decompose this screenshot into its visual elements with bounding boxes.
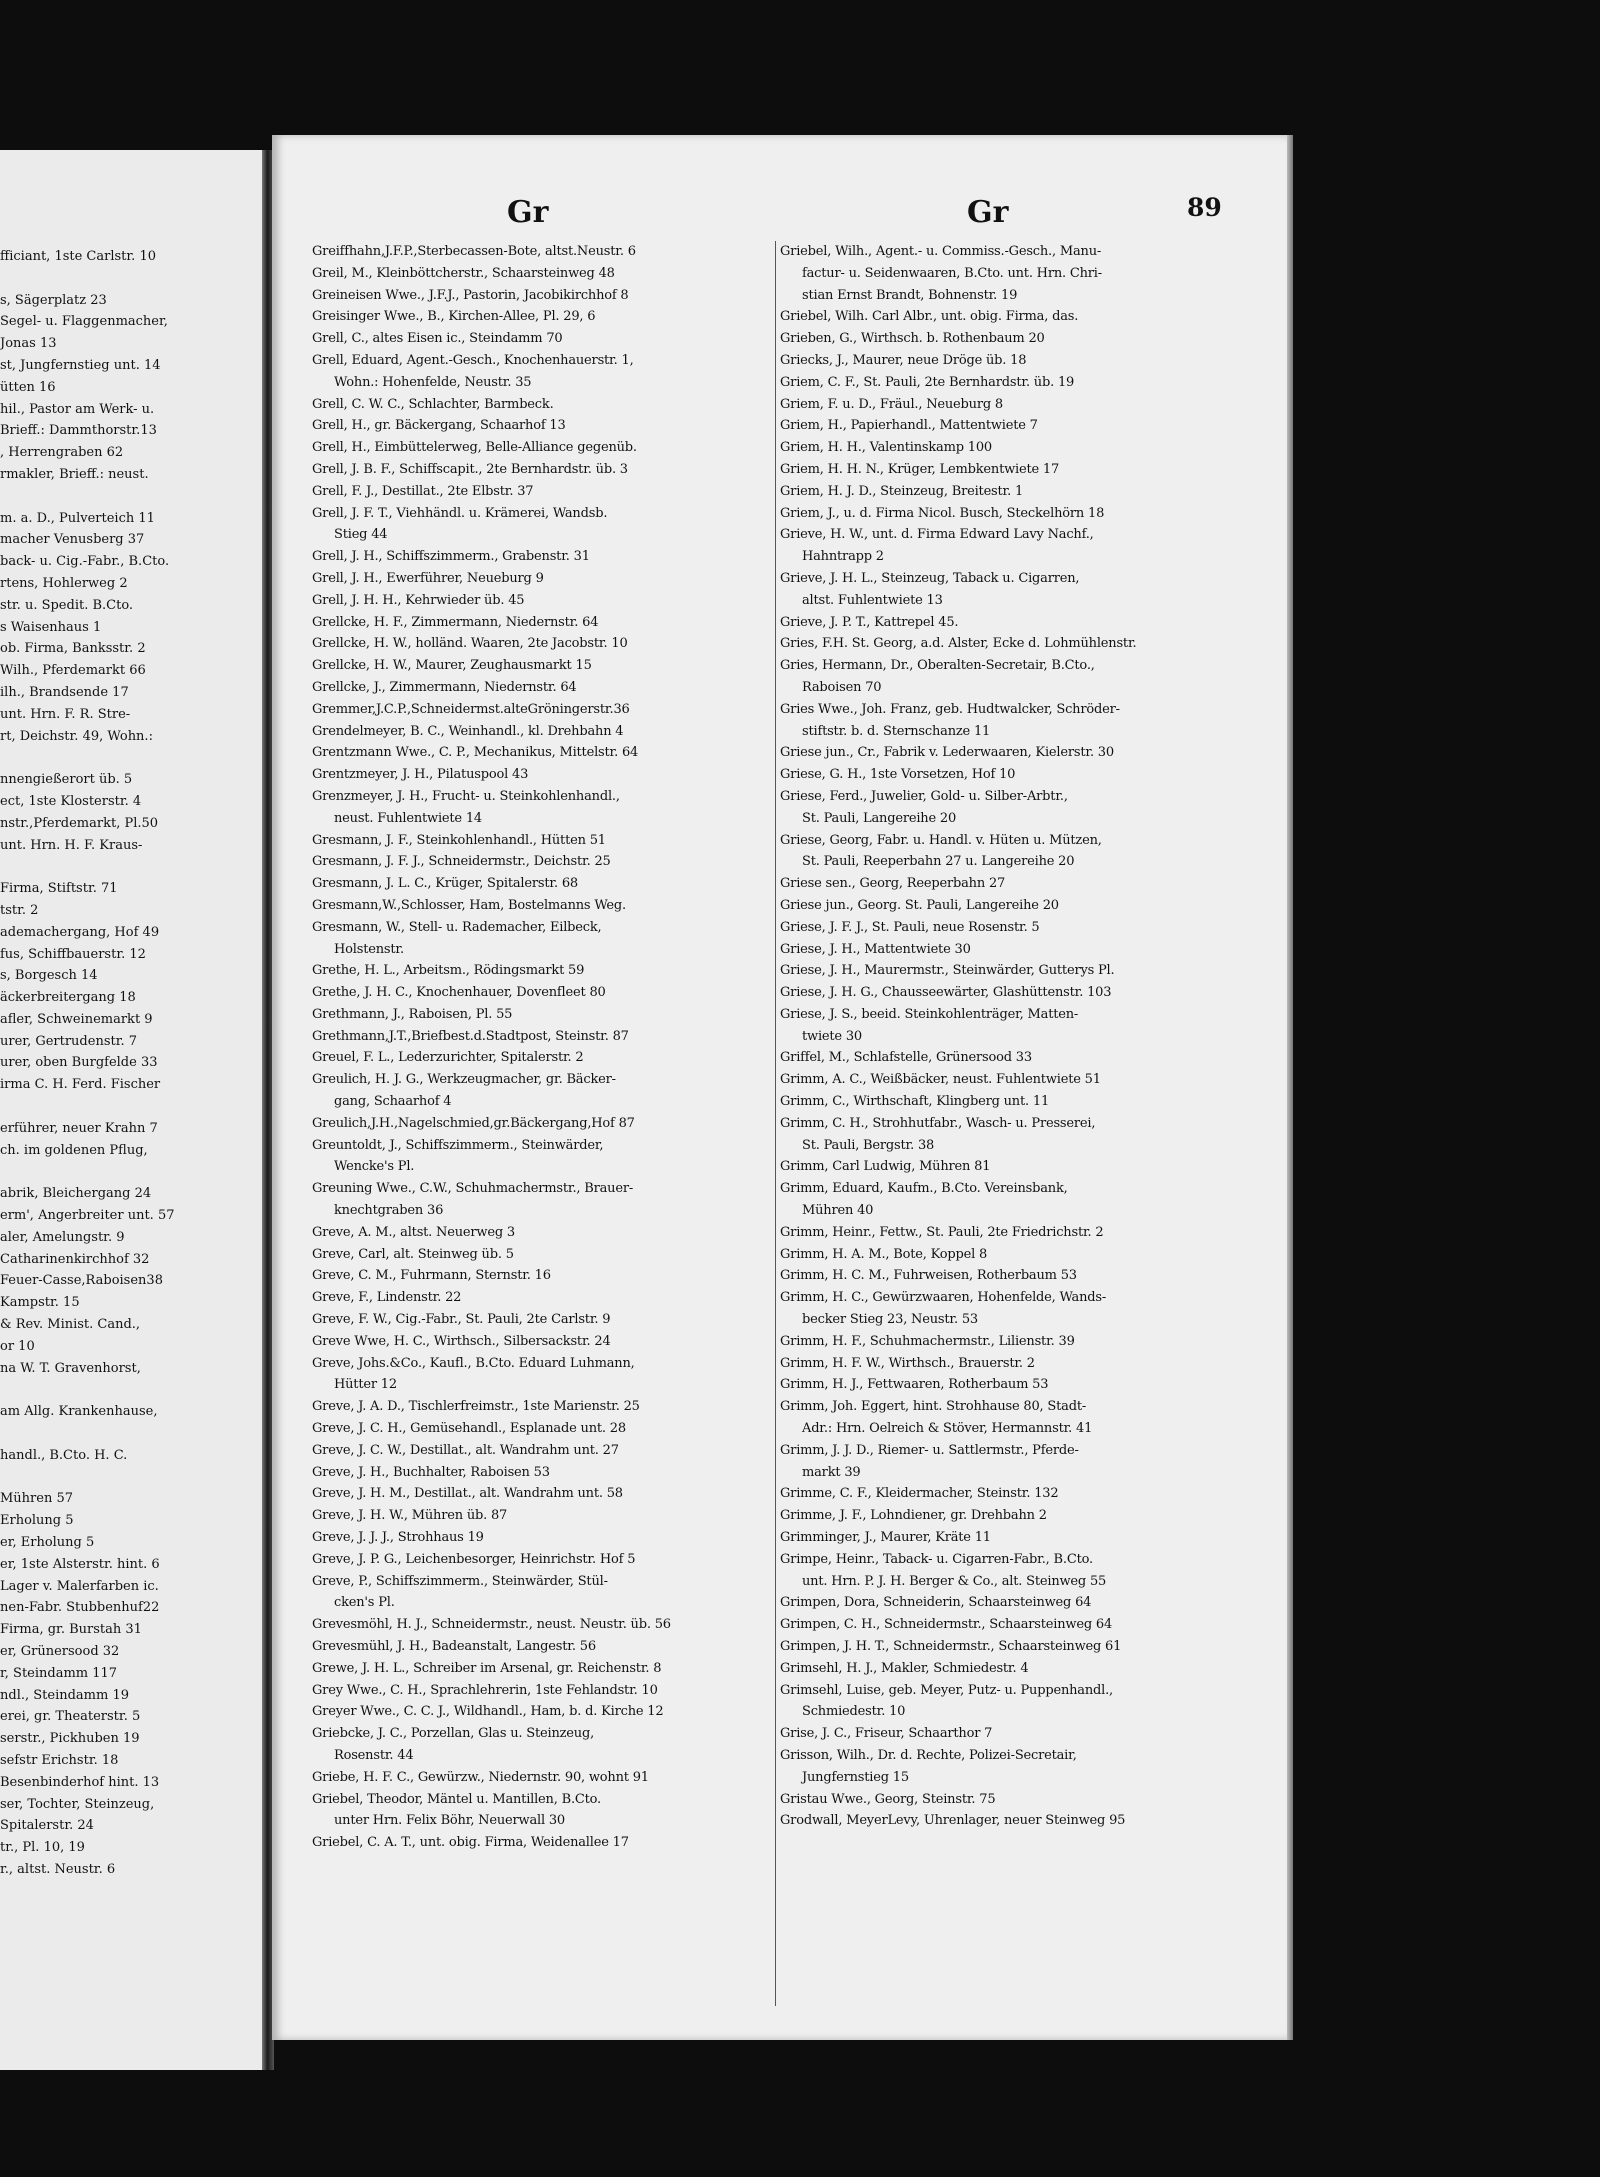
left-page-line bbox=[0, 1423, 262, 1445]
left-page-line: ndl., Steindamm 19 bbox=[0, 1687, 130, 1703]
left-page-line: fus, Schiffbauerstr. 12 bbox=[0, 946, 146, 962]
left-page-line: aler, Amelungstr. 9 bbox=[0, 1229, 125, 1245]
left-page-line: Mühren 57 bbox=[0, 1491, 74, 1507]
directory-entry-line: Grimm, H. C., Gewürzwaaren, Hohenfelde, Wands- bbox=[780, 1290, 1107, 1306]
left-page-line: Erholung 5 bbox=[0, 1513, 74, 1529]
directory-entry-line: Grimm, H. F., Schuhmachermstr., Lilienstr. 39 bbox=[780, 1333, 1075, 1349]
left-page-line: st, Jungfernstieg unt. 14 bbox=[0, 357, 161, 373]
left-page-line: ect, 1ste Klosterstr. 4 bbox=[0, 793, 142, 809]
directory-entry-line: Griese sen., Georg, Reeperbahn 27 bbox=[780, 876, 1006, 892]
left-page-line: am Allg. Krankenhause, bbox=[0, 1404, 158, 1420]
directory-entry-line: Grimpen, C. H., Schneidermstr., Schaarsteinweg 64 bbox=[780, 1617, 1113, 1633]
left-page-line: ch. im goldenen Pflug, bbox=[0, 1142, 148, 1158]
page-number: 89 bbox=[1187, 193, 1222, 222]
directory-entry-line: Grenzmeyer, J. H., Frucht- u. Steinkohlenhandl., bbox=[312, 788, 620, 804]
left-page-line bbox=[0, 747, 262, 769]
left-page-line: unt. Hrn. F. R. Stre- bbox=[0, 706, 131, 722]
left-page-line: na W. T. Gravenhorst, bbox=[0, 1360, 141, 1376]
directory-entry-line: Greuntoldt, J., Schiffszimmerm., Steinwärder, bbox=[312, 1137, 604, 1153]
directory-entry-line: Griem, H. J. D., Steinzeug, Breitestr. 1 bbox=[780, 483, 1024, 499]
left-page-line bbox=[0, 486, 262, 508]
directory-entry-line: Grell, J. H., Schiffszimmerm., Grabenstr. 31 bbox=[312, 549, 590, 565]
directory-entry-line: Gremmer,J.C.P.,Schneidermst.alteGröningerstr.36 bbox=[312, 701, 630, 717]
directory-entry-line: Greulich,J.H.,Nagelschmied,gr.Bäckergang,Hof 87 bbox=[312, 1115, 635, 1131]
directory-entry-line: Grimsehl, Luise, geb. Meyer, Putz- u. Puppenhandl., bbox=[780, 1682, 1113, 1698]
directory-entry-line: Grodwall, MeyerLevy, Uhrenlager, neuer Steinweg 95 bbox=[780, 1813, 1126, 1829]
left-page-line: back- u. Cig.-Fabr., B.Cto. bbox=[0, 554, 170, 570]
directory-entry-line: Grise, J. C., Friseur, Schaarthor 7 bbox=[780, 1726, 993, 1742]
directory-entry-line: Greil, M., Kleinböttcherstr., Schaarsteinweg 48 bbox=[312, 265, 615, 281]
directory-entry-line: Grimm, C. H., Strohhutfabr., Wasch- u. Presserei, bbox=[780, 1115, 1096, 1131]
directory-entry-line: St. Pauli, Bergstr. 38 bbox=[802, 1137, 935, 1153]
directory-entry-line: Greve, F. W., Cig.-Fabr., St. Pauli, 2te Carlstr. 9 bbox=[312, 1312, 611, 1328]
directory-entry-line: Grimme, C. F., Kleidermacher, Steinstr. 132 bbox=[780, 1486, 1059, 1502]
left-page-column bbox=[0, 246, 262, 1881]
directory-entry-line: Greve, J. H., Buchhalter, Raboisen 53 bbox=[312, 1464, 550, 1480]
directory-entry-line: St. Pauli, Langereihe 20 bbox=[802, 810, 957, 826]
directory-entry-line: St. Pauli, Reeperbahn 27 u. Langereihe 20 bbox=[802, 854, 1075, 870]
directory-entry-line: Griem, F. u. D., Fräul., Neueburg 8 bbox=[780, 396, 1003, 412]
directory-entry-line: gang, Schaarhof 4 bbox=[334, 1094, 452, 1110]
directory-entry-line: Grimpen, Dora, Schneiderin, Schaarsteinweg 64 bbox=[780, 1595, 1092, 1611]
left-page-line: Firma, gr. Burstah 31 bbox=[0, 1622, 142, 1638]
left-page-line: Wilh., Pferdemarkt 66 bbox=[0, 663, 146, 679]
left-page-line: fficiant, 1ste Carlstr. 10 bbox=[0, 249, 156, 264]
directory-entry-line: Grethmann,J.T.,Briefbest.d.Stadtpost, Steinstr. 87 bbox=[312, 1028, 629, 1044]
directory-entry-line: Griese, J. S., beeid. Steinkohlenträger, Matten- bbox=[780, 1006, 1079, 1022]
directory-entry-line: Grevesmühl, J. H., Badeanstalt, Langestr. 56 bbox=[312, 1639, 596, 1654]
directory-entry-line: Grimm, H. J., Fettwaaren, Rotherbaum 53 bbox=[780, 1377, 1049, 1393]
directory-entry-line: Greve, J. H. M., Destillat., alt. Wandrahm unt. 58 bbox=[312, 1486, 623, 1502]
directory-entry-line: Gries, F.H. St. Georg, a.d. Alster, Ecke d. Lohmühlenstr. bbox=[780, 636, 1137, 652]
directory-entry-line: Grellcke, H. W., holländ. Waaren, 2te Jacobstr. 10 bbox=[312, 636, 628, 652]
directory-column-left bbox=[312, 241, 767, 1854]
left-page-line: tstr. 2 bbox=[0, 902, 39, 918]
left-page-line bbox=[0, 1467, 262, 1489]
directory-entry-line: Griebel, Wilh. Carl Albr., unt. obig. Firma, das. bbox=[780, 309, 1079, 325]
directory-entry-line: Grimm, J. J. D., Riemer- u. Sattlermstr., Pferde- bbox=[780, 1442, 1079, 1458]
left-page-line: rtens, Hohlerweg 2 bbox=[0, 575, 128, 591]
directory-entry-line: Stieg 44 bbox=[334, 527, 388, 543]
left-page-line bbox=[0, 1379, 262, 1401]
column-divider bbox=[775, 241, 776, 2006]
directory-entry-line: Griese jun., Cr., Fabrik v. Lederwaaren, Kielerstr. 30 bbox=[780, 745, 1114, 761]
directory-entry-line: Greve, Johs.&Co., Kaufl., B.Cto. Eduard Luhmann, bbox=[312, 1355, 635, 1371]
directory-entry-line: Grell, J. B. F., Schiffscapit., 2te Bernhardstr. üb. 3 bbox=[312, 461, 628, 477]
directory-entry-line: Griebe, H. F. C., Gewürzw., Niedernstr. 90, wohnt 91 bbox=[312, 1769, 649, 1785]
left-page-line: urer, oben Burgfelde 33 bbox=[0, 1055, 158, 1071]
directory-entry-line: Grieve, J. H. L., Steinzeug, Taback u. Cigarren, bbox=[780, 570, 1080, 586]
left-page-line: äckerbreitergang 18 bbox=[0, 990, 136, 1006]
directory-entry-line: Greisinger Wwe., B., Kirchen-Allee, Pl. 29, 6 bbox=[312, 309, 596, 325]
directory-entry-line: Grey Wwe., C. H., Sprachlehrerin, 1ste Fehlandstr. 10 bbox=[312, 1682, 658, 1698]
directory-entry-line: Grimpe, Heinr., Taback- u. Cigarren-Fabr., B.Cto. bbox=[780, 1551, 1093, 1567]
directory-entry-line: stian Ernst Brandt, Bohnenstr. 19 bbox=[802, 287, 1018, 303]
directory-entry-line: Grethe, H. L., Arbeitsm., Rödingsmarkt 59 bbox=[312, 963, 585, 979]
directory-entry-line: Greve, J. J. J., Strohhaus 19 bbox=[312, 1530, 484, 1546]
directory-entry-line: Grellcke, H. F., Zimmermann, Niedernstr. 64 bbox=[312, 614, 599, 630]
directory-entry-line: Grell, C., altes Eisen ic., Steindamm 70 bbox=[312, 331, 563, 347]
left-page-line: hil., Pastor am Werk- u. bbox=[0, 401, 155, 417]
directory-entry-line: becker Stieg 23, Neustr. 53 bbox=[802, 1312, 978, 1328]
directory-entry-line: Grell, Eduard, Agent.-Gesch., Knochenhauerstr. 1, bbox=[312, 352, 634, 368]
directory-entry-line: Griebcke, J. C., Porzellan, Glas u. Steinzeug, bbox=[312, 1726, 594, 1742]
left-page-line: nen-Fabr. Stubbenhuf22 bbox=[0, 1600, 160, 1616]
left-page-line: nnengießerort üb. 5 bbox=[0, 772, 133, 788]
left-page-line: ilh., Brandsende 17 bbox=[0, 684, 129, 700]
directory-entry-line: Grevesmöhl, H. J., Schneidermstr., neust. Neustr. üb. 56 bbox=[312, 1617, 671, 1633]
directory-entry-line: unt. Hrn. P. J. H. Berger & Co., alt. Steinweg 55 bbox=[802, 1573, 1107, 1589]
directory-entry-line: Griem, H. H. N., Krüger, Lembkentwiete 17 bbox=[780, 461, 1060, 477]
left-page-line: handl., B.Cto. H. C. bbox=[0, 1447, 128, 1463]
left-page-line: Firma, Stiftstr. 71 bbox=[0, 881, 118, 897]
left-page-line: Brieff.: Dammthorstr.13 bbox=[0, 423, 157, 439]
left-page-line bbox=[0, 856, 262, 878]
directory-entry-line: Griese, J. H., Mattentwiete 30 bbox=[780, 941, 971, 957]
directory-entry-line: Grell, J. H., Ewerführer, Neueburg 9 bbox=[312, 570, 544, 586]
left-page-line: irma C. H. Ferd. Fischer bbox=[0, 1077, 161, 1093]
right-page bbox=[272, 135, 1287, 2040]
left-page-line: rt, Deichstr. 49, Wohn.: bbox=[0, 728, 153, 744]
left-page-line: serstr., Pickhuben 19 bbox=[0, 1731, 140, 1747]
directory-entry-line: Greve, J. H. W., Mühren üb. 87 bbox=[312, 1508, 508, 1524]
directory-entry-line: Gresmann,W.,Schlosser, Ham, Bostelmanns Weg. bbox=[312, 897, 626, 913]
directory-entry-line: Wohn.: Hohenfelde, Neustr. 35 bbox=[334, 374, 532, 390]
directory-entry-line: Greineisen Wwe., J.F.J., Pastorin, Jacobikirchhof 8 bbox=[312, 287, 629, 303]
directory-entry-line: Greve, C. M., Fuhrmann, Sternstr. 16 bbox=[312, 1268, 551, 1284]
directory-entry-line: Grimpen, J. H. T., Schneidermstr., Schaarsteinweg 61 bbox=[780, 1639, 1122, 1654]
left-page-line: or 10 bbox=[0, 1338, 35, 1354]
left-page-line: Kampstr. 15 bbox=[0, 1295, 80, 1311]
directory-entry-line: Greve, P., Schiffszimmerm., Steinwärder, Stül- bbox=[312, 1573, 608, 1589]
directory-entry-line: Gresmann, J. L. C., Krüger, Spitalerstr. 68 bbox=[312, 876, 578, 892]
left-page-line bbox=[0, 1096, 262, 1118]
left-page-line: sefstr Erichstr. 18 bbox=[0, 1752, 119, 1768]
directory-entry-line: Greulich, H. J. G., Werkzeugmacher, gr. Bäcker- bbox=[312, 1072, 616, 1088]
left-page-line: & Rev. Minist. Cand., bbox=[0, 1317, 141, 1333]
page-edge bbox=[1287, 135, 1293, 2040]
directory-entry-line: Greve, J. C. W., Destillat., alt. Wandrahm unt. 27 bbox=[312, 1442, 619, 1458]
left-page-line: Segel- u. Flaggenmacher, bbox=[0, 314, 168, 330]
directory-entry-line: Grentzmann Wwe., C. P., Mechanikus, Mittelstr. 64 bbox=[312, 745, 639, 761]
directory-entry-line: Griebel, Wilh., Agent.- u. Commiss.-Gesch., Manu- bbox=[780, 244, 1102, 259]
directory-entry-line: Greve, A. M., altst. Neuerweg 3 bbox=[312, 1224, 515, 1240]
left-page-line: Jonas 13 bbox=[0, 336, 57, 352]
directory-entry-line: Gries Wwe., Joh. Franz, geb. Hudtwalcker, Schröder- bbox=[780, 701, 1120, 717]
directory-entry-line: cken's Pl. bbox=[334, 1595, 395, 1611]
directory-entry-line: Grimsehl, H. J., Makler, Schmiedestr. 4 bbox=[780, 1660, 1029, 1676]
directory-entry-line: Grellcke, J., Zimmermann, Niedernstr. 64 bbox=[312, 679, 577, 695]
directory-entry-line: Grisson, Wilh., Dr. d. Rechte, Polizei-Secretair, bbox=[780, 1747, 1077, 1763]
left-page-line: afler, Schweinemarkt 9 bbox=[0, 1011, 153, 1027]
directory-entry-line: Grewe, J. H. L., Schreiber im Arsenal, gr. Reichenstr. 8 bbox=[312, 1660, 662, 1676]
directory-entry-line: Griese, J. H., Maurermstr., Steinwärder, Gutterys Pl. bbox=[780, 963, 1115, 979]
directory-entry-line: Grethmann, J., Raboisen, Pl. 55 bbox=[312, 1006, 513, 1022]
directory-entry-line: Raboisen 70 bbox=[802, 679, 882, 695]
directory-entry-line: unter Hrn. Felix Böhr, Neuerwall 30 bbox=[334, 1813, 565, 1829]
left-page bbox=[0, 150, 263, 2070]
directory-entry-line: Griese, J. H. G., Chausseewärter, Glashüttenstr. 103 bbox=[780, 985, 1112, 1001]
left-page-line: Feuer-Casse,Raboisen38 bbox=[0, 1273, 163, 1289]
directory-entry-line: Grimm, H. F. W., Wirthsch., Brauerstr. 2 bbox=[780, 1355, 1035, 1371]
left-page-line: erm', Angerbreiter unt. 57 bbox=[0, 1208, 175, 1224]
directory-entry-line: Grieve, J. P. T., Kattrepel 45. bbox=[780, 614, 959, 630]
directory-entry-line: Jungfernstieg 15 bbox=[802, 1769, 909, 1785]
directory-entry-line: Grell, C. W. C., Schlachter, Barmbeck. bbox=[312, 396, 554, 412]
left-page-line: abrik, Bleichergang 24 bbox=[0, 1186, 152, 1202]
directory-entry-line: Hahntrapp 2 bbox=[802, 549, 884, 565]
directory-entry-line: Holstenstr. bbox=[334, 941, 404, 957]
directory-entry-line: Grellcke, H. W., Maurer, Zeughausmarkt 15 bbox=[312, 658, 592, 674]
left-page-line: ob. Firma, Banksstr. 2 bbox=[0, 641, 146, 657]
directory-entry-line: Griese, Georg, Fabr. u. Handl. v. Hüten u. Mützen, bbox=[780, 832, 1102, 848]
directory-entry-line: stiftstr. b. d. Sternschanze 11 bbox=[802, 723, 991, 739]
directory-entry-line: Gries, Hermann, Dr., Oberalten-Secretair, B.Cto., bbox=[780, 658, 1095, 674]
left-page-line: rmakler, Brieff.: neust. bbox=[0, 466, 149, 482]
directory-column-right bbox=[780, 241, 1252, 1832]
directory-entry-line: altst. Fuhlentwiete 13 bbox=[802, 592, 943, 608]
left-page-line: erei, gr. Theaterstr. 5 bbox=[0, 1709, 141, 1725]
directory-entry-line: Grieve, H. W., unt. d. Firma Edward Lavy Nachf., bbox=[780, 527, 1094, 543]
directory-entry-line: Rosenstr. 44 bbox=[334, 1747, 414, 1763]
directory-entry-line: Griese, Ferd., Juwelier, Gold- u. Silber-Arbtr., bbox=[780, 788, 1068, 804]
directory-entry-line: twiete 30 bbox=[802, 1028, 862, 1044]
left-page-line: s, Sägerplatz 23 bbox=[0, 292, 107, 308]
left-page-line: er, 1ste Alsterstr. hint. 6 bbox=[0, 1556, 160, 1572]
directory-entry-line: Grimm, A. C., Weißbäcker, neust. Fuhlentwiete 51 bbox=[780, 1072, 1101, 1088]
directory-entry-line: Grimm, Eduard, Kaufm., B.Cto. Vereinsbank, bbox=[780, 1181, 1068, 1197]
directory-entry-line: Griese, J. F. J., St. Pauli, neue Rosenstr. 5 bbox=[780, 919, 1040, 935]
directory-entry-line: markt 39 bbox=[802, 1464, 861, 1480]
directory-entry-line: Grell, J. H. H., Kehrwieder üb. 45 bbox=[312, 592, 525, 608]
left-page-line: s, Borgesch 14 bbox=[0, 968, 98, 984]
directory-entry-line: Griem, H., Papierhandl., Mattentwiete 7 bbox=[780, 418, 1038, 434]
left-page-line: macher Venusberg 37 bbox=[0, 532, 145, 548]
directory-entry-line: Greve Wwe, H. C., Wirthsch., Silbersackstr. 24 bbox=[312, 1333, 611, 1349]
left-page-line: r., altst. Neustr. 6 bbox=[0, 1861, 116, 1877]
directory-entry-line: Greve, J. P. G., Leichenbesorger, Heinrichstr. Hof 5 bbox=[312, 1551, 636, 1567]
left-page-line: Lager v. Malerfarben ic. bbox=[0, 1578, 159, 1594]
directory-entry-line: Greuning Wwe., C.W., Schuhmachermstr., Brauer- bbox=[312, 1181, 634, 1197]
directory-entry-line: Grimme, J. F., Lohndiener, gr. Drehbahn 2 bbox=[780, 1508, 1047, 1524]
directory-entry-line: Grell, F. J., Destillat., 2te Elbstr. 37 bbox=[312, 483, 534, 499]
left-page-line: , Herrengraben 62 bbox=[0, 445, 124, 461]
directory-entry-line: Gresmann, J. F., Steinkohlenhandl., Hütten 51 bbox=[312, 832, 606, 848]
left-page-line: str. u. Spedit. B.Cto. bbox=[0, 597, 134, 613]
left-page-line: erführer, neuer Krahn 7 bbox=[0, 1120, 158, 1136]
directory-entry-line: Griecks, J., Maurer, neue Dröge üb. 18 bbox=[780, 352, 1027, 368]
left-page-line: Spitalerstr. 24 bbox=[0, 1818, 94, 1834]
directory-entry-line: Grieben, G., Wirthsch. b. Rothenbaum 20 bbox=[780, 331, 1045, 347]
directory-entry-line: Greve, Carl, alt. Steinweg üb. 5 bbox=[312, 1246, 514, 1262]
directory-entry-line: Grimm, H. C. M., Fuhrweisen, Rotherbaum 53 bbox=[780, 1268, 1077, 1284]
left-page-line: tr., Pl. 10, 19 bbox=[0, 1840, 85, 1856]
directory-entry-line: Griebel, Theodor, Mäntel u. Mantillen, B.Cto. bbox=[312, 1791, 601, 1807]
directory-entry-line: Adr.: Hrn. Oelreich & Stöver, Hermannstr. 41 bbox=[802, 1421, 1093, 1437]
left-page-line: unt. Hrn. H. F. Kraus- bbox=[0, 837, 143, 853]
left-page-line bbox=[0, 268, 262, 290]
left-page-line: Besenbinderhof hint. 13 bbox=[0, 1774, 160, 1790]
directory-entry-line: Grimm, Carl Ludwig, Mühren 81 bbox=[780, 1159, 991, 1175]
directory-entry-line: Greve, F., Lindenstr. 22 bbox=[312, 1290, 462, 1306]
left-page-line: ademachergang, Hof 49 bbox=[0, 924, 160, 940]
directory-entry-line: Griem, H. H., Valentinskamp 100 bbox=[780, 440, 992, 456]
left-page-line: r, Steindamm 117 bbox=[0, 1665, 118, 1681]
left-page-line bbox=[0, 1161, 262, 1183]
left-page-line: er, Erholung 5 bbox=[0, 1535, 95, 1551]
running-header-right: Gr bbox=[967, 195, 1009, 230]
left-page-line: nstr.,Pferdemarkt, Pl.50 bbox=[0, 815, 159, 831]
directory-entry-line: Grethe, J. H. C., Knochenhauer, Dovenfleet 80 bbox=[312, 985, 606, 1001]
left-page-line: urer, Gertrudenstr. 7 bbox=[0, 1033, 138, 1049]
directory-entry-line: Grentzmeyer, J. H., Pilatuspool 43 bbox=[312, 767, 529, 783]
directory-entry-line: Griese jun., Georg. St. Pauli, Langereihe 20 bbox=[780, 897, 1059, 913]
directory-entry-line: knechtgraben 36 bbox=[334, 1203, 444, 1219]
directory-entry-line: Gresmann, W., Stell- u. Rademacher, Eilbeck, bbox=[312, 919, 602, 935]
directory-entry-line: Gresmann, J. F. J., Schneidermstr., Deichstr. 25 bbox=[312, 854, 611, 870]
left-page-line: er, Grünersood 32 bbox=[0, 1644, 120, 1659]
directory-entry-line: Grell, J. F. T., Viehhändl. u. Krämerei, Wandsb. bbox=[312, 505, 608, 521]
directory-entry-line: neust. Fuhlentwiete 14 bbox=[334, 810, 482, 826]
running-header-left: Gr bbox=[507, 195, 549, 230]
directory-entry-line: Hütter 12 bbox=[334, 1377, 397, 1393]
directory-entry-line: Griffel, M., Schlafstelle, Grünersood 33 bbox=[780, 1050, 1032, 1066]
directory-entry-line: Greyer Wwe., C. C. J., Wildhandl., Ham, b. d. Kirche 12 bbox=[312, 1704, 664, 1720]
directory-entry-line: Grendelmeyer, B. C., Weinhandl., kl. Drehbahn 4 bbox=[312, 723, 624, 739]
directory-entry-line: Gristau Wwe., Georg, Steinstr. 75 bbox=[780, 1791, 996, 1807]
directory-entry-line: Schmiedestr. 10 bbox=[802, 1704, 906, 1720]
directory-entry-line: Grell, H., gr. Bäckergang, Schaarhof 13 bbox=[312, 418, 566, 434]
left-page-line: Catharinenkirchhof 32 bbox=[0, 1251, 150, 1267]
directory-entry-line: Grimm, C., Wirthschaft, Klingberg unt. 11 bbox=[780, 1094, 1050, 1110]
directory-entry-line: Greve, J. C. H., Gemüsehandl., Esplanade unt. 28 bbox=[312, 1421, 626, 1437]
directory-entry-line: Greiffhahn,J.F.P.,Sterbecassen-Bote, altst.Neustr. 6 bbox=[312, 244, 636, 259]
directory-entry-line: factur- u. Seidenwaaren, B.Cto. unt. Hrn. Chri- bbox=[802, 265, 1102, 281]
directory-entry-line: Greve, J. A. D., Tischlerfreimstr., 1ste Marienstr. 25 bbox=[312, 1399, 640, 1415]
left-page-line: s Waisenhaus 1 bbox=[0, 619, 102, 635]
directory-entry-line: Mühren 40 bbox=[802, 1203, 874, 1219]
left-page-line: m. a. D., Pulverteich 11 bbox=[0, 510, 155, 526]
directory-entry-line: Griese, G. H., 1ste Vorsetzen, Hof 10 bbox=[780, 767, 1016, 783]
directory-entry-line: Griem, C. F., St. Pauli, 2te Bernhardstr. üb. 19 bbox=[780, 374, 1075, 390]
directory-entry-line: Greuel, F. L., Lederzurichter, Spitalerstr. 2 bbox=[312, 1050, 584, 1066]
directory-entry-line: Grell, H., Eimbüttelerweg, Belle-Alliance gegenüb. bbox=[312, 440, 637, 456]
directory-entry-line: Wencke's Pl. bbox=[334, 1159, 415, 1175]
directory-entry-line: Grimm, H. A. M., Bote, Koppel 8 bbox=[780, 1246, 988, 1262]
directory-entry-line: Grimm, Joh. Eggert, hint. Strohhause 80, Stadt- bbox=[780, 1399, 1087, 1415]
directory-entry-line: Griem, J., u. d. Firma Nicol. Busch, Steckelhörn 18 bbox=[780, 505, 1105, 521]
directory-entry-line: Grimminger, J., Maurer, Kräte 11 bbox=[780, 1530, 991, 1546]
left-page-line: ütten 16 bbox=[0, 379, 56, 395]
directory-entry-line: Grimm, Heinr., Fettw., St. Pauli, 2te Friedrichstr. 2 bbox=[780, 1224, 1104, 1240]
directory-entry-line: Griebel, C. A. T., unt. obig. Firma, Weidenallee 17 bbox=[312, 1835, 629, 1851]
left-page-line: ser, Tochter, Steinzeug, bbox=[0, 1796, 155, 1812]
